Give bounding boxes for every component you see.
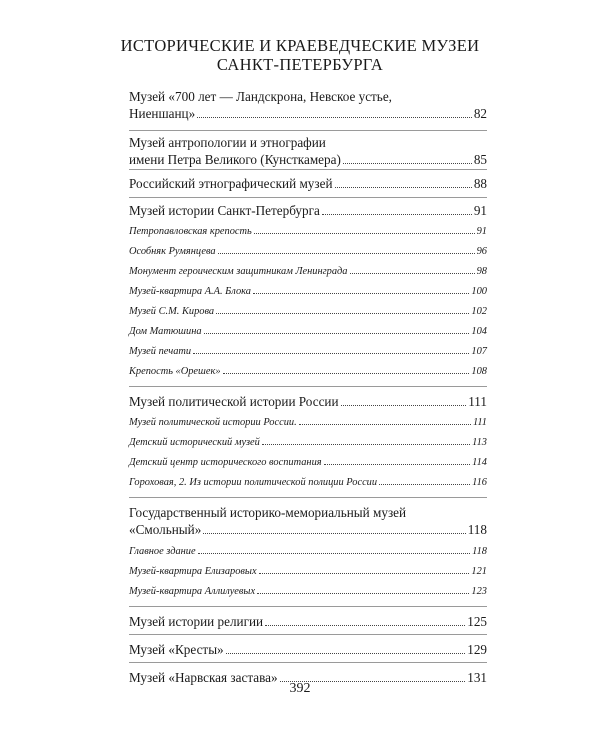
toc-entry-label: «Смольный» (129, 522, 202, 537)
toc-subentry[interactable] (129, 245, 487, 259)
toc-page-number: 131 (467, 670, 487, 685)
divider (129, 169, 487, 170)
toc-entry-label: Музей «700 лет — Ландскрона, Невское устье, (129, 89, 392, 104)
toc-subentry[interactable] (129, 305, 487, 319)
toc-page-number: 91 (473, 203, 487, 218)
toc-entry-label: Дом Матюшина (129, 326, 202, 337)
toc-entry-label: Музей «Нарвская застава» (129, 670, 278, 685)
dot-leader (203, 533, 465, 534)
dot-leader (379, 484, 470, 485)
dot-leader (198, 553, 471, 554)
toc-entry-label: Музей антропологии и этнографии (129, 135, 326, 150)
toc-entry-label: Музей печати (129, 346, 192, 357)
toc-subentry[interactable] (129, 565, 487, 579)
toc-subentry[interactable] (129, 265, 487, 279)
toc-page-number: 107 (471, 346, 487, 357)
toc-page-number: 123 (471, 586, 487, 597)
toc-page-number: 102 (471, 306, 487, 317)
dot-leader (262, 444, 470, 445)
page-title (0, 36, 600, 74)
toc-subentry[interactable] (129, 476, 487, 490)
toc-entry-label: Монумент героическим защитникам Ленинграда (129, 266, 348, 277)
toc-page-number: 85 (473, 152, 487, 167)
toc-entry-label: Российский этнографический музей (129, 176, 333, 191)
toc-page-number: 118 (472, 546, 487, 557)
dot-leader (253, 293, 469, 294)
toc-entry-label: Музей истории Санкт-Петербурга (129, 203, 320, 218)
title-line-1: ИСТОРИЧЕСКИЕ И КРАЕВЕДЧЕСКИЕ МУЗЕИ (120, 36, 480, 55)
toc-entry-religion[interactable] (129, 613, 487, 630)
dot-leader (335, 187, 472, 188)
toc-entry-label: Музей-квартира Елизаровых (129, 566, 257, 577)
toc-entry-label: Гороховая, 2. Из истории политической полиции России (129, 477, 378, 488)
dot-leader (218, 253, 475, 254)
toc-subentry[interactable] (129, 365, 487, 379)
toc-page-number: 114 (472, 457, 487, 468)
toc-entry-label: Музей-квартира А.А. Блока (129, 286, 251, 297)
toc-subentry[interactable] (129, 325, 487, 339)
divider (129, 130, 487, 131)
divider (129, 606, 487, 607)
toc-entry-smolny[interactable] (129, 504, 487, 538)
dot-leader (341, 405, 467, 406)
toc-entry-label: Музей «Кресты» (129, 642, 224, 657)
toc-entry-label: Петропавловская крепость (129, 226, 252, 237)
dot-leader (193, 353, 469, 354)
toc-entry-political-history[interactable] (129, 393, 487, 410)
toc-entry-label: Музей истории религии (129, 614, 264, 629)
toc-entry-label: Ниеншанц» (129, 106, 196, 121)
dot-leader (259, 573, 470, 574)
divider (129, 634, 487, 635)
dot-leader (350, 273, 475, 274)
toc-subentry[interactable] (129, 285, 487, 299)
toc-entry-label: Музей политической истории России. (129, 417, 297, 428)
divider (129, 386, 487, 387)
divider (129, 662, 487, 663)
toc-subentry[interactable] (129, 585, 487, 599)
dot-leader (265, 625, 465, 626)
toc-page-number: 129 (467, 642, 487, 657)
toc-subentry[interactable] (129, 545, 487, 559)
toc-page-number: 100 (471, 286, 487, 297)
toc-subentry[interactable] (129, 225, 487, 239)
dot-leader (204, 333, 470, 334)
dot-leader (254, 233, 475, 234)
dot-leader (216, 313, 469, 314)
toc-entry-700-let[interactable] (129, 88, 487, 122)
toc-entry-label: Музей С.М. Кирова (129, 306, 215, 317)
toc-page-number: 111 (468, 394, 487, 409)
toc-page-number: 104 (471, 326, 487, 337)
toc-entry-ethnographic[interactable] (129, 175, 487, 192)
divider (129, 497, 487, 498)
dot-leader (343, 163, 472, 164)
toc-subentry[interactable] (129, 416, 487, 430)
dot-leader (324, 464, 471, 465)
toc-entry-label: Музей политической истории России (129, 394, 339, 409)
toc-subentry[interactable] (129, 345, 487, 359)
toc-page-number: 118 (467, 522, 487, 537)
toc-page-number: 96 (476, 246, 487, 257)
toc-subentry[interactable] (129, 436, 487, 450)
toc-page-number: 111 (472, 417, 487, 428)
page-number: 392 (289, 681, 311, 696)
toc-page-number: 121 (471, 566, 487, 577)
toc-entry-label: Главное здание (129, 546, 196, 557)
dot-leader (226, 653, 466, 654)
toc-page-number: 108 (471, 366, 487, 377)
toc-entry-spb-history[interactable] (129, 202, 487, 219)
dot-leader (223, 373, 470, 374)
toc-page-number: 125 (467, 614, 487, 629)
dot-leader (299, 424, 471, 425)
dot-leader (197, 117, 472, 118)
toc-page-number: 98 (476, 266, 487, 277)
toc-entry-label: имени Петра Великого (Кунсткамера) (129, 152, 341, 167)
toc-page-number: 91 (476, 226, 487, 237)
toc-page-number: 113 (472, 437, 487, 448)
toc-entry-label: Крепость «Орешек» (129, 366, 221, 377)
toc-entry-label: Детский исторический музей (129, 437, 260, 448)
toc-subentry[interactable] (129, 456, 487, 470)
toc-page-number: 82 (473, 106, 487, 121)
toc-page-number: 88 (473, 176, 487, 191)
toc-entry-label: Государственный историко-мемориальный музей (129, 505, 407, 520)
dot-leader (322, 214, 472, 215)
toc-page-number: 116 (472, 477, 487, 488)
toc-entry-label: Музей-квартира Аллилуевых (129, 586, 256, 597)
title-line-2: САНКТ-ПЕТЕРБУРГА (216, 55, 384, 74)
dot-leader (257, 593, 469, 594)
divider (129, 197, 487, 198)
toc-entry-kunstkamera[interactable] (129, 134, 487, 168)
toc-entry-label: Особняк Румянцева (129, 246, 216, 257)
toc-entry-kresty[interactable] (129, 641, 487, 658)
toc-entry-label: Детский центр исторического воспитания (129, 457, 322, 468)
